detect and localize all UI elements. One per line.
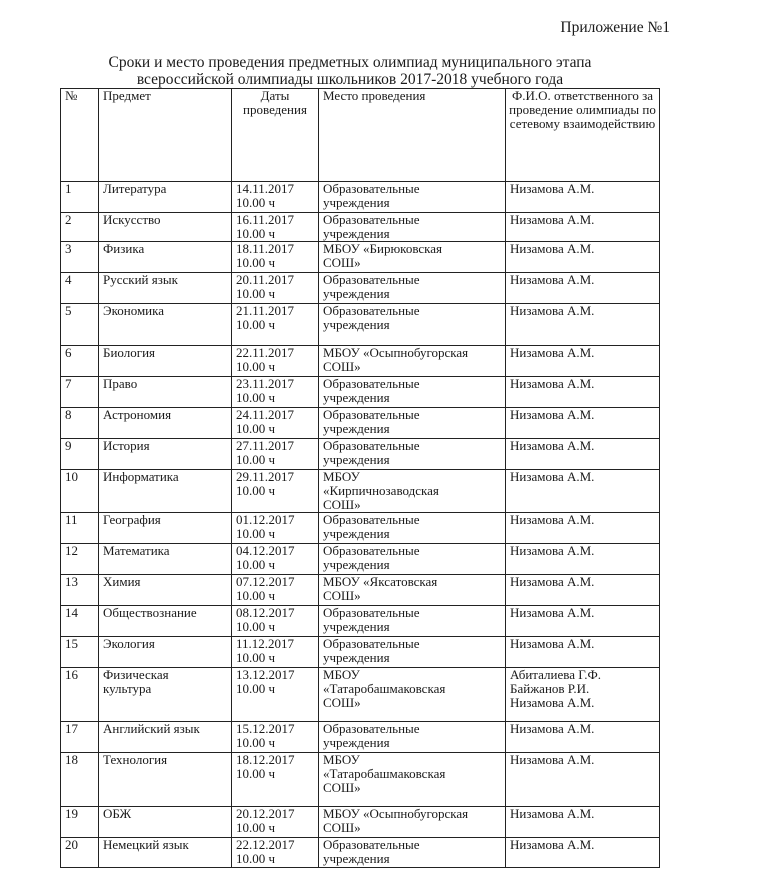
row-responsible: Низамова А.М. <box>506 439 660 470</box>
row-subject: Искусство <box>99 213 232 242</box>
row-responsible: Низамова А.М. <box>506 807 660 838</box>
table-row <box>61 408 660 439</box>
table-row <box>61 377 660 408</box>
row-subject: Право <box>99 377 232 408</box>
row-date: 01.12.2017 10.00 ч <box>232 513 319 544</box>
row-place: Образовательные учреждения <box>319 722 506 753</box>
row-subject: Химия <box>99 575 232 606</box>
row-place: МБОУ «Кирпичнозаводская СОШ» <box>319 470 506 513</box>
title-line-2: всероссийской олимпиады школьников 2017-2018 учебного года <box>136 71 564 88</box>
row-place: МБОУ «Татаробашмаковская СОШ» <box>319 753 506 807</box>
row-num: 10 <box>61 470 99 513</box>
row-num: 6 <box>61 346 99 377</box>
row-date: 07.12.2017 10.00 ч <box>232 575 319 606</box>
row-responsible: Низамова А.М. <box>506 606 660 637</box>
row-responsible: Низамова А.М. <box>506 377 660 408</box>
table-row <box>61 838 660 868</box>
row-place: Образовательные учреждения <box>319 838 506 868</box>
row-place: Образовательные учреждения <box>319 513 506 544</box>
row-responsible: Низамова А.М. <box>506 722 660 753</box>
title-line-1: Сроки и место проведения предметных олимпиад муниципального этапа <box>108 54 592 71</box>
table-row <box>61 470 660 513</box>
row-num: 9 <box>61 439 99 470</box>
page-title <box>60 54 640 88</box>
row-responsible: Низамова А.М. <box>506 470 660 513</box>
row-date: 27.11.2017 10.00 ч <box>232 439 319 470</box>
row-subject: Физическая культура <box>99 668 232 722</box>
row-num: 12 <box>61 544 99 575</box>
table-row <box>61 807 660 838</box>
table-row <box>61 722 660 753</box>
row-place: Образовательные учреждения <box>319 273 506 304</box>
row-place: Образовательные учреждения <box>319 544 506 575</box>
row-responsible: Низамова А.М. <box>506 408 660 439</box>
row-responsible: Низамова А.М. <box>506 637 660 668</box>
row-subject: Экология <box>99 637 232 668</box>
row-subject: Обществознание <box>99 606 232 637</box>
appendix-label: Приложение №1 <box>560 19 670 36</box>
table-row <box>61 273 660 304</box>
row-num: 7 <box>61 377 99 408</box>
row-place: Образовательные учреждения <box>319 182 506 213</box>
row-subject: История <box>99 439 232 470</box>
row-responsible: Низамова А.М. <box>506 182 660 213</box>
row-date: 21.11.2017 10.00 ч <box>232 304 319 346</box>
row-place: Образовательные учреждения <box>319 606 506 637</box>
table-row <box>61 439 660 470</box>
row-num: 14 <box>61 606 99 637</box>
row-responsible: Низамова А.М. <box>506 242 660 273</box>
table-row <box>61 753 660 807</box>
table-row <box>61 575 660 606</box>
row-place: МБОУ «Яксатовская СОШ» <box>319 575 506 606</box>
row-num: 18 <box>61 753 99 807</box>
row-date: 29.11.2017 10.00 ч <box>232 470 319 513</box>
row-num: 11 <box>61 513 99 544</box>
row-date: 13.12.2017 10.00 ч <box>232 668 319 722</box>
table-row <box>61 304 660 346</box>
row-num: 19 <box>61 807 99 838</box>
table-row <box>61 242 660 273</box>
row-date: 04.12.2017 10.00 ч <box>232 544 319 575</box>
table-row <box>61 213 660 242</box>
row-num: 4 <box>61 273 99 304</box>
table-row <box>61 544 660 575</box>
row-responsible: Низамова А.М. <box>506 838 660 868</box>
row-subject: ОБЖ <box>99 807 232 838</box>
row-date: 15.12.2017 10.00 ч <box>232 722 319 753</box>
row-num: 13 <box>61 575 99 606</box>
row-subject: Немецкий язык <box>99 838 232 868</box>
table-row <box>61 513 660 544</box>
header-place: Место проведения <box>319 89 506 182</box>
row-subject: Астрономия <box>99 408 232 439</box>
row-num: 15 <box>61 637 99 668</box>
row-place: МБОУ «Осыпнобугорская СОШ» <box>319 346 506 377</box>
row-date: 20.12.2017 10.00 ч <box>232 807 319 838</box>
row-place: Образовательные учреждения <box>319 304 506 346</box>
row-date: 18.12.2017 10.00 ч <box>232 753 319 807</box>
row-responsible: Низамова А.М. <box>506 273 660 304</box>
row-date: 24.11.2017 10.00 ч <box>232 408 319 439</box>
row-place: Образовательные учреждения <box>319 408 506 439</box>
row-responsible: Абиталиева Г.Ф. Байжанов Р.И. Низамова А.М. <box>506 668 660 722</box>
table-header-row <box>61 89 660 182</box>
row-place: Образовательные учреждения <box>319 213 506 242</box>
schedule-table <box>60 88 660 868</box>
header-subject: Предмет <box>99 89 232 182</box>
row-place: МБОУ «Татаробашмаковская СОШ» <box>319 668 506 722</box>
row-date: 14.11.2017 10.00 ч <box>232 182 319 213</box>
row-num: 5 <box>61 304 99 346</box>
row-date: 18.11.2017 10.00 ч <box>232 242 319 273</box>
table-row <box>61 346 660 377</box>
row-subject: Экономика <box>99 304 232 346</box>
table-row <box>61 668 660 722</box>
row-place: МБОУ «Бирюковская СОШ» <box>319 242 506 273</box>
row-num: 3 <box>61 242 99 273</box>
row-place: Образовательные учреждения <box>319 439 506 470</box>
header-num: № <box>61 89 99 182</box>
row-subject: Информатика <box>99 470 232 513</box>
row-subject: Английский язык <box>99 722 232 753</box>
row-date: 23.11.2017 10.00 ч <box>232 377 319 408</box>
row-subject: География <box>99 513 232 544</box>
row-subject: Русский язык <box>99 273 232 304</box>
row-num: 1 <box>61 182 99 213</box>
row-subject: Физика <box>99 242 232 273</box>
row-num: 17 <box>61 722 99 753</box>
row-responsible: Низамова А.М. <box>506 304 660 346</box>
row-date: 16.11.2017 10.00 ч <box>232 213 319 242</box>
row-responsible: Низамова А.М. <box>506 213 660 242</box>
row-subject: Математика <box>99 544 232 575</box>
row-subject: Биология <box>99 346 232 377</box>
row-responsible: Низамова А.М. <box>506 346 660 377</box>
row-num: 2 <box>61 213 99 242</box>
row-subject: Литература <box>99 182 232 213</box>
row-date: 11.12.2017 10.00 ч <box>232 637 319 668</box>
row-date: 22.11.2017 10.00 ч <box>232 346 319 377</box>
row-place: МБОУ «Осыпнобугорская СОШ» <box>319 807 506 838</box>
row-subject: Технология <box>99 753 232 807</box>
header-responsible: Ф.И.О. ответственного за проведение олимпиады по сетевому взаимодействию <box>506 89 660 182</box>
table-row <box>61 182 660 213</box>
row-place: Образовательные учреждения <box>319 377 506 408</box>
row-num: 20 <box>61 838 99 868</box>
row-responsible: Низамова А.М. <box>506 753 660 807</box>
row-date: 20.11.2017 10.00 ч <box>232 273 319 304</box>
row-num: 16 <box>61 668 99 722</box>
row-responsible: Низамова А.М. <box>506 513 660 544</box>
table-row <box>61 637 660 668</box>
row-responsible: Низамова А.М. <box>506 544 660 575</box>
row-date: 22.12.2017 10.00 ч <box>232 838 319 868</box>
row-responsible: Низамова А.М. <box>506 575 660 606</box>
row-place: Образовательные учреждения <box>319 637 506 668</box>
header-date: Даты проведения <box>232 89 319 182</box>
row-date: 08.12.2017 10.00 ч <box>232 606 319 637</box>
table-row <box>61 606 660 637</box>
row-num: 8 <box>61 408 99 439</box>
